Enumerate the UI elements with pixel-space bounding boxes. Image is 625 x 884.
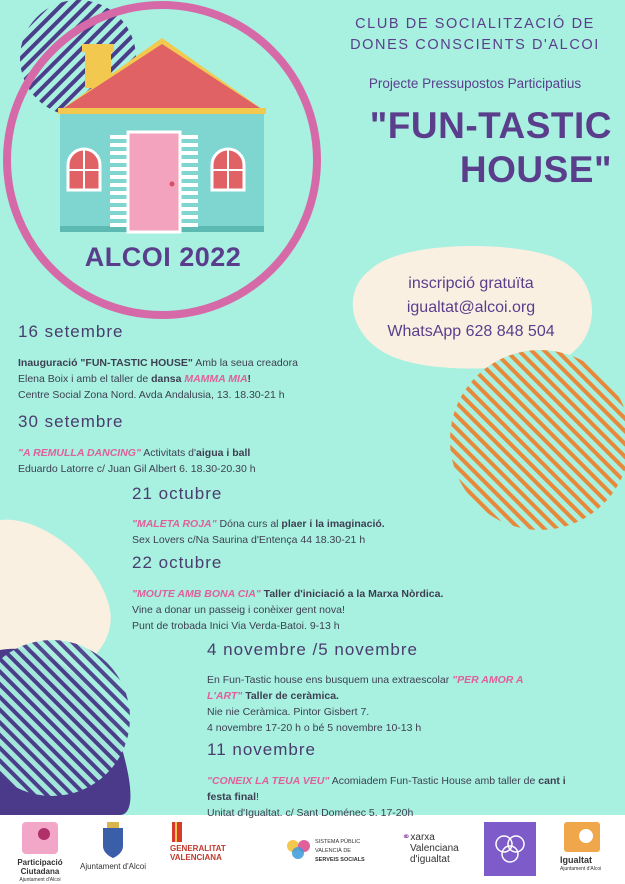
event-details-3 xyxy=(132,516,492,548)
event-1-exclaim: ! xyxy=(247,373,252,385)
event-date-3: 21 octubre xyxy=(132,484,223,503)
striped-circle-orange xyxy=(450,350,625,530)
event-5-title-a: "PER AMOR A xyxy=(452,674,524,686)
event-4-highlight: Taller d'iniciació a la Marxa Nòrdica. xyxy=(260,588,444,600)
event-date-1: 16 setembre xyxy=(18,322,124,341)
participacio-icon xyxy=(20,820,60,856)
title-line-1: "FUN-TASTIC xyxy=(369,105,612,146)
event-date-2: 30 setembre xyxy=(18,412,124,431)
house-illustration xyxy=(58,38,266,232)
event-4-text: Vine a donar un passeig i conèixer gent nova! xyxy=(132,604,345,616)
contact-block xyxy=(356,272,586,344)
event-3-location: Sex Lovers c/Na Saurina d'Entença 44 18.30-21 h xyxy=(132,534,366,546)
event-6-highlight-b: festa final xyxy=(207,791,257,803)
event-3-title: "MALETA ROJA" xyxy=(132,518,217,530)
event-details-1 xyxy=(18,355,378,403)
event-date-6: 11 novembre xyxy=(207,740,316,759)
generalitat-icon xyxy=(170,820,184,844)
title-line-2: HOUSE" xyxy=(459,149,612,190)
serveis-socials-icon xyxy=(286,838,312,860)
event-1-text-a: Amb la seua creadora xyxy=(192,357,298,369)
logo-serveis-socials: SISTEMA PÚBLIC VALENCIÀ DE SERVEIS SOCIALS xyxy=(286,838,376,865)
logo-purple-square xyxy=(484,820,536,878)
event-5-location: Nie nie Ceràmica. Pintor Gisbert 7. xyxy=(207,706,370,718)
igualtat-icon xyxy=(560,820,602,854)
event-date-4: 22 octubre xyxy=(132,553,223,572)
event-date-5: 4 novembre /5 novembre xyxy=(207,640,418,659)
year-label: ALCOI 2022 xyxy=(84,242,242,272)
club-line-1: CLUB DE SOCIALITZACIÓ DE xyxy=(355,16,595,32)
event-5-text-a: En Fun-Tastic house ens busquem una extraescolar xyxy=(207,674,453,686)
event-1-text-b: Elena Boix i amb el taller de xyxy=(18,373,152,385)
event-4-title: "MOUTE AMB BONA CIA" xyxy=(132,588,261,600)
event-6-exclaim: ! xyxy=(256,791,259,803)
logo-igualtat: Igualtat Ajuntament d'Alcoi xyxy=(560,820,620,874)
event-6-location: Unitat d'Igualtat. c/ Sant Doménec 5. 17-20h xyxy=(207,807,414,819)
event-2-location: Eduardo Latorre c/ Juan Gil Albert 6. 18.30-20.30 h xyxy=(18,463,256,475)
event-details-4 xyxy=(132,586,532,634)
xarxa-icon: ⚭ xyxy=(402,832,411,843)
logo-xarxa-igualtat: ⚭xarxa Valenciana d'igualtat xyxy=(402,832,459,865)
event-1-mamma-mia: MAMMA MIA xyxy=(181,373,248,385)
registration-text: inscripció gratuïta xyxy=(408,275,534,292)
logo-ajuntament-alcoi: Ajuntament d'Alcoi xyxy=(78,820,148,871)
event-6-highlight-a: cant i xyxy=(538,775,566,787)
event-details-5 xyxy=(207,672,607,736)
event-2-highlight: aigua i ball xyxy=(196,447,251,459)
circles-logo-icon xyxy=(484,820,536,876)
contact-email[interactable]: igualtat@alcoi.org xyxy=(406,299,536,316)
coat-of-arms-icon xyxy=(98,820,128,860)
event-5-title-b: L'ART" xyxy=(207,690,243,702)
project-subtitle: Projecte Pressupostos Participatius xyxy=(368,76,582,91)
logo-generalitat: GENERALITAT VALENCIANA xyxy=(170,820,242,862)
event-6-text: Acomiadem Fun-Tastic House amb taller de xyxy=(329,775,539,787)
event-3-text: Dóna curs al xyxy=(216,518,282,530)
page-title xyxy=(330,104,612,192)
event-1-title: Inauguració "FUN-TASTIC HOUSE" xyxy=(18,357,193,369)
event-5-times: 4 novembre 17-20 h o bé 5 novembre 10-13 h xyxy=(207,722,422,734)
event-6-title: "CONEIX LA TEUA VEU" xyxy=(207,775,330,787)
event-2-text: Activitats d' xyxy=(140,447,197,459)
event-2-title: "A REMULLA DANCING" xyxy=(18,447,141,459)
club-name xyxy=(330,14,620,56)
event-4-location: Punt de trobada Inici Via Verda-Batoi. 9-13 h xyxy=(132,620,340,632)
contact-whatsapp[interactable]: WhatsApp 628 848 504 xyxy=(387,323,555,340)
event-5-highlight: Taller de ceràmica. xyxy=(242,690,339,702)
event-details-6 xyxy=(207,773,617,821)
event-details-2 xyxy=(18,445,378,477)
event-1-dance: dansa xyxy=(151,373,182,385)
event-3-highlight: plaer i la imaginació. xyxy=(281,518,385,530)
event-1-location: Centre Social Zona Nord. Avda Andalusia, 13. 18.30-21 h xyxy=(18,389,285,401)
logo-participacio-ciutadana: Participació Ciutadana Ajuntament d'Alcoi xyxy=(8,820,72,884)
club-line-2: DONES CONSCIENTS D'ALCOI xyxy=(350,37,600,53)
